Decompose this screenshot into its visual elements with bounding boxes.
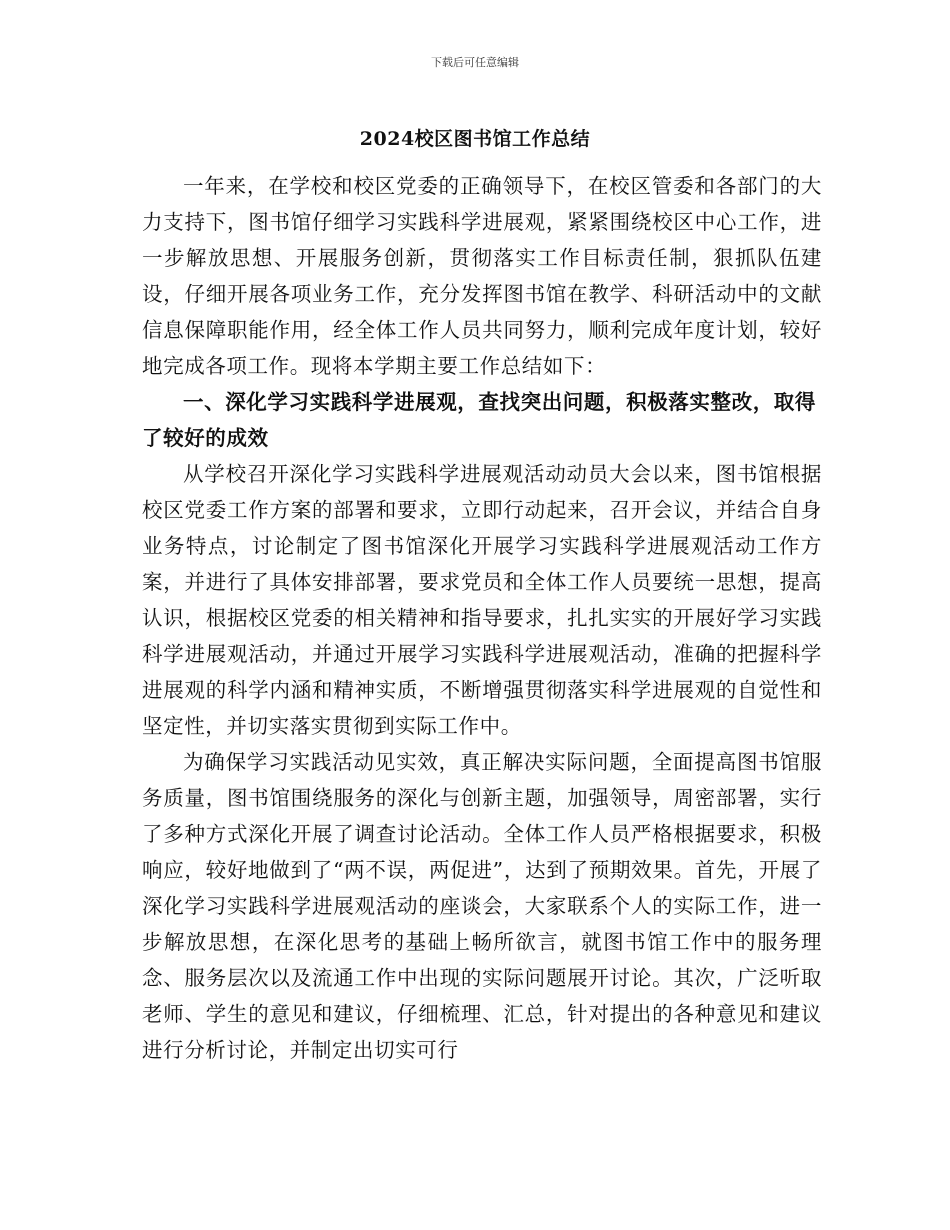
document-title: 2024校区图书馆工作总结 bbox=[359, 128, 591, 150]
header-note: 下载后可任意编辑 bbox=[431, 56, 519, 69]
section-heading-1: 一、深化学习实践科学进展观，查找突出问题，积极落实整改，取得了较好的成效 bbox=[142, 390, 816, 450]
section1-paragraph-1: 从学校召开深化学习实践科学进展观活动动员大会以来，图书馆根据校区党委工作方案的部署和要求，立即行动起来，召开会议，并结合自身业务特点，讨论制定了图书馆深化开展学习实践科学进展观活动工作方案，并进行了具体安排部署，要求党员和全体工作人员要统一思想，提高认识，根据校区党委的相关精神和指导要求，扎扎实实的开展好学习实践科学进展观活动，并通过开展学习实践科学进展观活动，准确的把握科学进展观的科学内涵和精神实质，不断增强贯彻落实科学进展观的自觉性和坚定性，并切实落实贯彻到实际工作中。 bbox=[142, 462, 822, 738]
section1-paragraph-2: 为确保学习实践活动见实效，真正解决实际问题，全面提高图书馆服务质量，图书馆围绕服务的深化与创新主题，加强领导，周密部署，实行了多种方式深化开展了调查讨论活动。全体工作人员严格根据要求，积极响应，较好地做到了“两不误，两促进”，达到了预期效果。首先，开展了深化学习实践科学进展观活动的座谈会，大家联系个人的实际工作，进一步解放思想，在深化思考的基础上畅所欲言，就图书馆工作中的服务理念、服务层次以及流通工作中出现的实际问题展开讨论。其次，广泛听取老师、学生的意见和建议，仔细梳理、汇总，针对提出的各种意见和建议进行分析讨论，并制定出切实可行 bbox=[142, 750, 822, 1062]
intro-paragraph: 一年来，在学校和校区党委的正确领导下，在校区管委和各部门的大力支持下，图书馆仔细学习实践科学进展观，紧紧围绕校区中心工作，进一步解放思想、开展服务创新，贯彻落实工作目标责任制，狠抓队伍建设，仔细开展各项业务工作，充分发挥图书馆在教学、科研活动中的文献信息保障职能作用，经全体工作人员共同努力，顺利完成年度计划，较好地完成各项工作。现将本学期主要工作总结如下： bbox=[142, 174, 822, 378]
document-body bbox=[142, 168, 822, 1068]
